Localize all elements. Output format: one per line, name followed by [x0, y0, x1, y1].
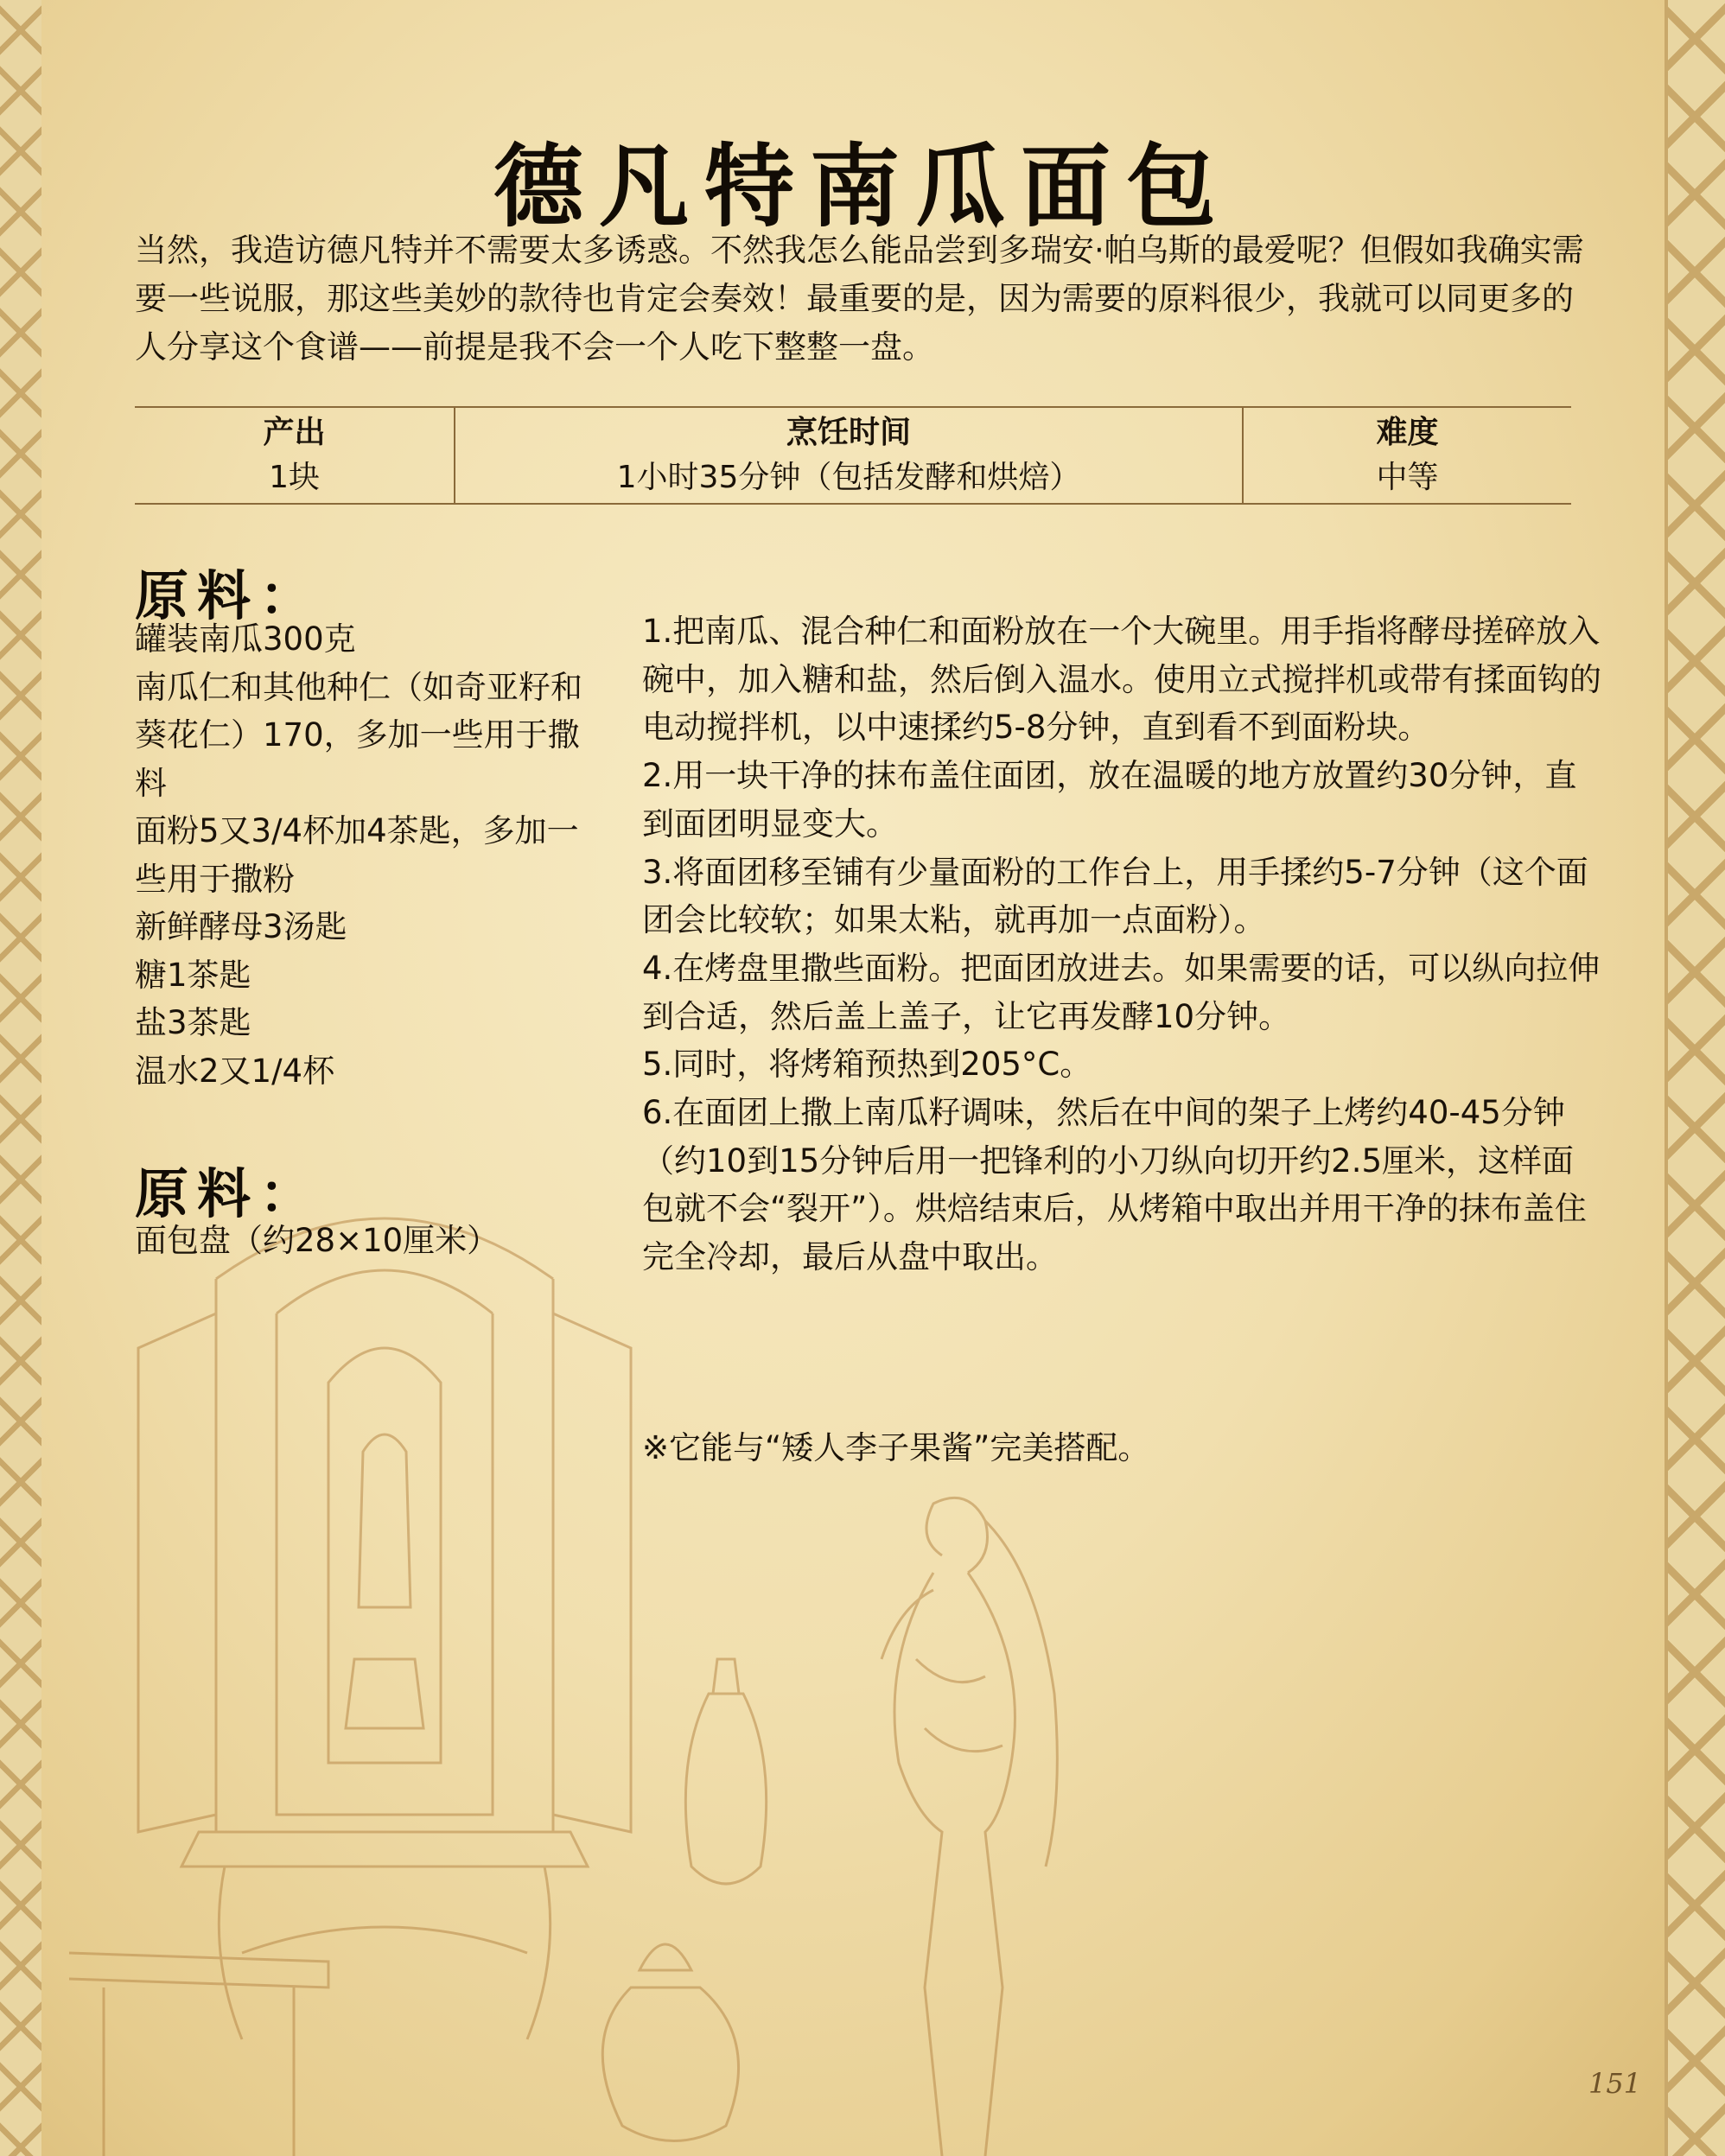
decorative-border-right [1665, 0, 1725, 2156]
difficulty-value: 中等 [1376, 460, 1439, 495]
cooking-time-label: 烹饪时间 [786, 415, 912, 450]
ingredient-item: 温水2又1/4杯 [135, 1052, 335, 1090]
yield-column [135, 408, 454, 503]
ingredient-item: 面粉5又3/4杯加4茶匙，多加一些用于撒粉 [135, 812, 579, 898]
ingredient-item: 罐装南瓜300克 [135, 620, 356, 658]
ingredient-item: 糖1茶匙 [135, 956, 251, 994]
yield-label: 产出 [263, 415, 326, 450]
ingredient-item: 南瓜仁和其他种仁（如奇亚籽和葵花仁）170，多加一些用于撒料 [135, 668, 582, 802]
pairing-note: ※它能与“矮人李子果酱”完美搭配。 [642, 1429, 1150, 1466]
instructions-list [642, 607, 1601, 1282]
ingredients-list [135, 615, 584, 1095]
difficulty-column [1242, 408, 1571, 503]
page-title: 德凡特南瓜面包 [493, 132, 1232, 239]
instruction-step: 6.在面团上撒上南瓜籽调味，然后在中间的架子上烤约40-45分钟（约10到15分钟后用一把锋利的小刀纵向切开约2.5厘米，这样面包就不会“裂开”）。烘焙结束后，从烤箱中取出并用干净的抹布盖住完全冷却，最后从盘中取出。 [642, 1094, 1587, 1276]
equipment-list [135, 1217, 584, 1265]
instruction-step: 1.把南瓜、混合种仁和面粉放在一个大碗里。用手指将酵母搓碎放入碗中，加入糖和盐，然后倒入温水。使用立式搅拌机或带有揉面钩的电动搅拌机，以中速揉约5-8分钟，直到看不到面粉块。 [642, 613, 1601, 747]
decorative-border-left [0, 0, 41, 2156]
instruction-step: 5.同时，将烤箱预热到205°C。 [642, 1046, 1092, 1084]
cooking-time-column [454, 408, 1242, 503]
ingredient-item: 盐3茶匙 [135, 1004, 251, 1041]
equipment-heading: 原料： [135, 1162, 322, 1225]
ingredients-heading: 原料： [135, 564, 322, 627]
background-sketch-illustration [69, 1210, 1331, 2156]
instruction-step: 2.用一块干净的抹布盖住面团，放在温暖的地方放置约30分钟，直到面团明显变大。 [642, 757, 1577, 843]
page-number: 151 [1588, 2067, 1642, 2100]
equipment-item: 面包盘（约28×10厘米） [135, 1222, 500, 1259]
yield-value: 1块 [269, 460, 320, 495]
cooking-time-value: 1小时35分钟（包括发酵和烘焙） [616, 460, 1081, 495]
difficulty-label: 难度 [1376, 415, 1439, 450]
instruction-step: 4.在烤盘里撒些面粉。把面团放进去。如果需要的话，可以纵向拉伸到合适，然后盖上盖子，让它再发酵10分钟。 [642, 949, 1601, 1035]
intro-paragraph: 当然，我造访德凡特并不需要太多诱惑。不然我怎么能品尝到多瑞安·帕乌斯的最爱呢？但假如我确实需要一些说服，那这些美妙的款待也肯定会奏效！最重要的是，因为需要的原料很少，我就可以同更多的人分享这个食谱——前提是我不会一个人吃下整整一盘。 [135, 232, 1584, 366]
ingredient-item: 新鲜酵母3汤匙 [135, 908, 347, 945]
instruction-step: 3.将面团移至铺有少量面粉的工作台上，用手揉约5-7分钟（这个面团会比较软；如果太粘，就再加一点面粉）。 [642, 853, 1588, 939]
recipe-info-table [135, 406, 1571, 505]
